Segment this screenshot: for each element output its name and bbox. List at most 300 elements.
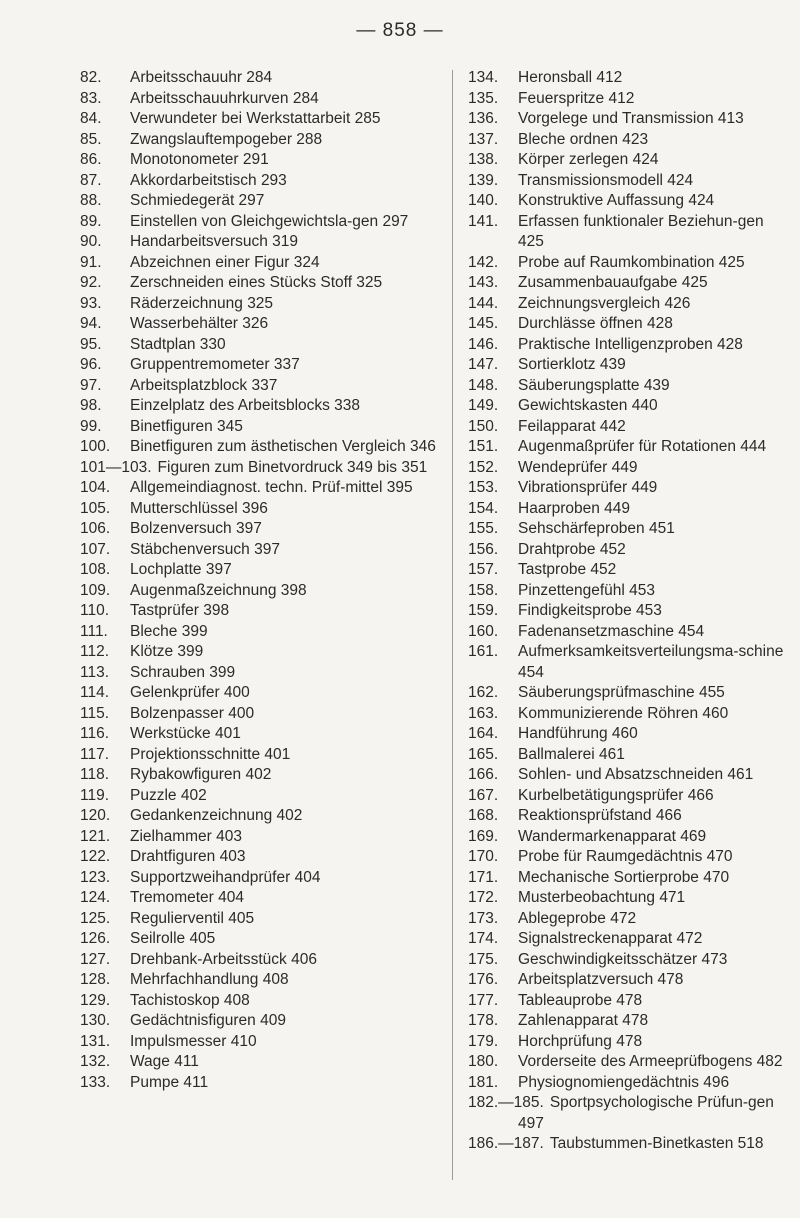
entry-number: 147. bbox=[468, 356, 499, 373]
entry-number: 142. bbox=[468, 253, 499, 271]
entry-text: Abzeichnen einer Figur 324 bbox=[130, 253, 320, 271]
entry-number: 151. bbox=[468, 438, 499, 455]
entry-number: 153. bbox=[468, 479, 499, 496]
entry-number: 115. bbox=[80, 704, 110, 722]
entry-text: Drehbank-Arbeitsstück 406 bbox=[130, 950, 317, 968]
entry-text: Körper zerlegen 424 bbox=[518, 151, 659, 168]
entry-number: 175. bbox=[468, 950, 499, 968]
entry-number: 163. bbox=[468, 704, 499, 722]
entry-number: 176. bbox=[468, 971, 499, 988]
list-item bbox=[468, 888, 788, 909]
entry-text: Werkstücke 401 bbox=[130, 725, 241, 742]
list-item bbox=[80, 909, 440, 930]
list-item bbox=[468, 109, 788, 130]
entry-text: Findigkeitsprobe 453 bbox=[518, 602, 662, 619]
entry-text: Probe für Raumgedächtnis 470 bbox=[518, 848, 733, 865]
list-item bbox=[468, 1052, 788, 1073]
entry-number: 123. bbox=[80, 868, 111, 886]
entry-text: Zusammenbauaufgabe 425 bbox=[518, 274, 708, 291]
entry-text: Einzelplatz des Arbeitsblocks 338 bbox=[130, 397, 361, 414]
entry-number: 174. bbox=[468, 930, 499, 947]
entry-number: 108. bbox=[80, 561, 111, 578]
entry-text: Zeichnungsvergleich 426 bbox=[518, 294, 691, 312]
entry-number: 137. bbox=[468, 130, 499, 148]
entry-number: 140. bbox=[468, 192, 499, 209]
entry-number: 132. bbox=[80, 1053, 111, 1070]
list-item bbox=[468, 294, 788, 315]
entry-number: 171. bbox=[468, 868, 499, 886]
entry-text: Verwundeter bei Werkstattarbeit 285 bbox=[130, 110, 381, 127]
list-item bbox=[468, 519, 788, 540]
list-item bbox=[80, 191, 440, 212]
entry-number: 84. bbox=[80, 110, 102, 127]
entry-text: Probe auf Raumkombination 425 bbox=[518, 253, 745, 271]
list-item bbox=[468, 704, 788, 725]
entry-number: 167. bbox=[468, 786, 499, 804]
entry-number: 148. bbox=[468, 376, 499, 394]
list-item bbox=[80, 622, 440, 643]
entry-text: Drahtprobe 452 bbox=[518, 540, 626, 558]
entry-number: 110. bbox=[80, 602, 110, 619]
entry-text: Gelenkprüfer 400 bbox=[130, 684, 250, 701]
entry-text: Musterbeobachtung 471 bbox=[518, 889, 686, 906]
list-item bbox=[468, 581, 788, 602]
entry-number: 135. bbox=[468, 89, 499, 107]
list-item bbox=[468, 417, 788, 438]
list-item bbox=[468, 868, 788, 889]
list-item bbox=[80, 950, 440, 971]
list-item bbox=[468, 253, 788, 274]
entry-text: Projektionsschnitte 401 bbox=[130, 745, 291, 763]
list-item bbox=[80, 376, 440, 397]
column-divider bbox=[452, 70, 453, 1180]
entry-text: Arbeitsplatzblock 337 bbox=[130, 376, 278, 394]
entry-text: Vorderseite des Armeeprüfbogens 482 bbox=[518, 1053, 783, 1070]
list-item bbox=[80, 355, 440, 376]
entry-text: Mechanische Sortierprobe 470 bbox=[518, 868, 730, 886]
entry-text: Tachistoskop 408 bbox=[130, 991, 250, 1009]
list-item bbox=[468, 765, 788, 786]
entry-number: 101—103. bbox=[80, 458, 152, 476]
entry-text: Horchprüfung 478 bbox=[518, 1032, 643, 1050]
list-item bbox=[80, 991, 440, 1012]
list-item bbox=[80, 437, 440, 458]
entry-number: 94. bbox=[80, 315, 102, 332]
entry-text: Bleche 399 bbox=[130, 622, 208, 640]
list-item bbox=[468, 130, 788, 151]
entry-number: 180. bbox=[468, 1053, 499, 1070]
list-item bbox=[80, 745, 440, 766]
entry-number: 93. bbox=[80, 294, 102, 312]
entry-number: 119. bbox=[80, 786, 110, 804]
list-item bbox=[80, 1073, 440, 1094]
entry-text: Puzzle 402 bbox=[130, 786, 207, 804]
list-item bbox=[80, 704, 440, 725]
entry-text: Sohlen- und Absatzschneiden 461 bbox=[518, 766, 754, 783]
entry-text: Kurbelbetätigungsprüfer 466 bbox=[518, 786, 714, 804]
list-item bbox=[468, 335, 788, 356]
entry-number: 117. bbox=[80, 745, 110, 763]
entry-number: 168. bbox=[468, 807, 499, 824]
entry-number: 89. bbox=[80, 212, 102, 230]
entry-number: 97. bbox=[80, 376, 102, 394]
entry-number: 127. bbox=[80, 950, 111, 968]
list-item bbox=[80, 868, 440, 889]
entry-number: 150. bbox=[468, 417, 499, 435]
list-item bbox=[80, 970, 440, 991]
entry-number: 129. bbox=[80, 991, 111, 1009]
entry-number: 113. bbox=[80, 663, 110, 681]
entry-number: 157. bbox=[468, 561, 499, 578]
list-item bbox=[80, 109, 440, 130]
entry-text: Physiognomiengedächtnis 496 bbox=[518, 1073, 730, 1091]
entry-number: 85. bbox=[80, 130, 102, 148]
entry-text: Tremometer 404 bbox=[130, 889, 244, 906]
entry-number: 88. bbox=[80, 192, 102, 209]
entry-text: Mehrfachhandlung 408 bbox=[130, 971, 289, 988]
list-item bbox=[80, 765, 440, 786]
list-item bbox=[80, 1032, 440, 1053]
entry-text: Sportpsychologische Prüfun-gen 497 bbox=[518, 1094, 774, 1132]
entry-text: Mutterschlüssel 396 bbox=[130, 499, 268, 517]
page-number: — 858 — bbox=[356, 20, 444, 41]
entry-text: Bleche ordnen 423 bbox=[518, 130, 649, 148]
entry-number: 104. bbox=[80, 479, 111, 496]
entry-number: 134. bbox=[468, 69, 499, 86]
list-item bbox=[468, 560, 788, 581]
entry-text: Säuberungsplatte 439 bbox=[518, 376, 670, 394]
list-item bbox=[80, 89, 440, 110]
list-item bbox=[468, 909, 788, 930]
entry-text: Bolzenversuch 397 bbox=[130, 520, 262, 537]
entry-text: Arbeitsplatzversuch 478 bbox=[518, 971, 684, 988]
entry-number: 87. bbox=[80, 171, 102, 189]
entry-number: 170. bbox=[468, 848, 499, 865]
entry-number: 86. bbox=[80, 151, 102, 168]
entry-text: Stadtplan 330 bbox=[130, 335, 226, 353]
entry-text: Wendeprüfer 449 bbox=[518, 458, 638, 476]
entry-number: 133. bbox=[80, 1073, 111, 1091]
list-item bbox=[468, 540, 788, 561]
entry-text: Monotonometer 291 bbox=[130, 151, 269, 168]
entry-number: 114. bbox=[80, 684, 110, 701]
entry-number: 156. bbox=[468, 540, 499, 558]
entry-text: Handarbeitsversuch 319 bbox=[130, 233, 299, 250]
entry-text: Kommunizierende Röhren 460 bbox=[518, 704, 729, 722]
list-item bbox=[80, 130, 440, 151]
entry-text: Feilapparat 442 bbox=[518, 417, 626, 435]
list-item bbox=[468, 437, 788, 458]
entry-text: Säuberungsprüfmaschine 455 bbox=[518, 684, 725, 701]
entry-number: 107. bbox=[80, 540, 111, 558]
entry-text: Geschwindigkeitsschätzer 473 bbox=[518, 950, 728, 968]
list-item bbox=[468, 1011, 788, 1032]
list-item bbox=[80, 273, 440, 294]
entry-text: Lochplatte 397 bbox=[130, 561, 232, 578]
entry-number: 155. bbox=[468, 520, 499, 537]
list-item bbox=[468, 745, 788, 766]
list-item bbox=[468, 150, 788, 171]
list-item bbox=[468, 827, 788, 848]
entry-number: 161. bbox=[468, 643, 499, 660]
entry-number: 116. bbox=[80, 725, 110, 742]
list-item bbox=[468, 1073, 788, 1094]
list-item bbox=[468, 171, 788, 192]
entry-number: 181. bbox=[468, 1073, 499, 1091]
entry-number: 90. bbox=[80, 233, 102, 250]
entry-text: Arbeitsschauuhrkurven 284 bbox=[130, 89, 319, 107]
entry-number: 146. bbox=[468, 335, 499, 353]
list-item bbox=[468, 1032, 788, 1053]
entry-text: Tastprobe 452 bbox=[518, 561, 617, 578]
entry-text: Zerschneiden eines Stücks Stoff 325 bbox=[130, 274, 383, 291]
entry-text: Bolzenpasser 400 bbox=[130, 704, 255, 722]
entry-number: 92. bbox=[80, 274, 102, 291]
list-item bbox=[80, 786, 440, 807]
list-item bbox=[80, 683, 440, 704]
entry-number: 99. bbox=[80, 417, 102, 435]
list-item bbox=[468, 212, 788, 253]
entry-text: Signalstreckenapparat 472 bbox=[518, 930, 703, 947]
list-item bbox=[80, 478, 440, 499]
entry-number: 154. bbox=[468, 499, 499, 517]
entry-number: 125. bbox=[80, 909, 111, 927]
list-item bbox=[80, 847, 440, 868]
entry-number: 169. bbox=[468, 827, 499, 845]
entry-number: 124. bbox=[80, 889, 111, 906]
entry-number: 173. bbox=[468, 909, 499, 927]
entry-text: Feuerspritze 412 bbox=[518, 89, 635, 107]
entry-text: Ballmalerei 461 bbox=[518, 745, 625, 763]
entry-text: Wandermarkenapparat 469 bbox=[518, 827, 707, 845]
entry-number: 82. bbox=[80, 69, 102, 86]
entry-number: 164. bbox=[468, 725, 499, 742]
entry-number: 112. bbox=[80, 643, 110, 660]
entry-text: Figuren zum Binetvordruck 349 bis 351 bbox=[157, 458, 428, 476]
entry-number: 122. bbox=[80, 848, 111, 865]
list-item bbox=[80, 663, 440, 684]
entry-number: 118. bbox=[80, 766, 110, 783]
list-item bbox=[468, 458, 788, 479]
list-item bbox=[80, 806, 440, 827]
list-item bbox=[80, 1011, 440, 1032]
entry-number: 128. bbox=[80, 971, 111, 988]
entry-text: Sortierklotz 439 bbox=[518, 356, 626, 373]
entry-number: 158. bbox=[468, 581, 499, 599]
list-item bbox=[80, 171, 440, 192]
list-item bbox=[80, 314, 440, 335]
entry-number: 109. bbox=[80, 581, 111, 599]
entry-text: Erfassen funktionaler Beziehun-gen 425 bbox=[518, 212, 764, 250]
entry-number: 149. bbox=[468, 397, 499, 414]
entry-text: Aufmerksamkeitsverteilungsma-schine 454 bbox=[518, 643, 784, 681]
entry-text: Schmiedegerät 297 bbox=[130, 192, 265, 209]
entry-text: Augenmaßprüfer für Rotationen 444 bbox=[518, 438, 767, 455]
entry-text: Stäbchenversuch 397 bbox=[130, 540, 280, 558]
list-item bbox=[80, 294, 440, 315]
entry-text: Gedächtnisfiguren 409 bbox=[130, 1012, 286, 1029]
entry-number: 96. bbox=[80, 356, 102, 373]
entry-text: Räderzeichnung 325 bbox=[130, 294, 274, 312]
list-item bbox=[468, 499, 788, 520]
entry-number: 136. bbox=[468, 110, 499, 127]
entry-number: 179. bbox=[468, 1032, 499, 1050]
entry-text: Zwangslauftempogeber 288 bbox=[130, 130, 323, 148]
entry-text: Taubstummen-Binetkasten 518 bbox=[549, 1135, 764, 1152]
entry-text: Fadenansetzmaschine 454 bbox=[518, 622, 705, 640]
entry-text: Binetfiguren 345 bbox=[130, 417, 243, 435]
entry-text: Zielhammer 403 bbox=[130, 827, 242, 845]
entry-text: Akkordarbeitstisch 293 bbox=[130, 171, 287, 189]
entry-text: Supportzweihandprüfer 404 bbox=[130, 868, 321, 886]
entry-text: Haarproben 449 bbox=[518, 499, 631, 517]
entry-number: 95. bbox=[80, 335, 102, 353]
entry-text: Vibrationsprüfer 449 bbox=[518, 479, 658, 496]
list-item bbox=[468, 1134, 788, 1155]
entry-number: 105. bbox=[80, 499, 111, 517]
entry-number: 182.—185. bbox=[468, 1094, 544, 1111]
list-item bbox=[468, 601, 788, 622]
entry-number: 172. bbox=[468, 889, 499, 906]
entry-text: Gruppentremometer 337 bbox=[130, 356, 300, 373]
entry-number: 177. bbox=[468, 991, 499, 1009]
entry-number: 166. bbox=[468, 766, 499, 783]
list-item bbox=[80, 253, 440, 274]
entry-text: Durchlässe öffnen 428 bbox=[518, 315, 673, 332]
entry-text: Konstruktive Auffassung 424 bbox=[518, 192, 715, 209]
entry-text: Heronsball 412 bbox=[518, 69, 623, 86]
list-item bbox=[80, 68, 440, 89]
entry-number: 120. bbox=[80, 807, 111, 824]
entry-number: 91. bbox=[80, 253, 102, 271]
entry-number: 138. bbox=[468, 151, 499, 168]
entry-number: 178. bbox=[468, 1012, 499, 1029]
entry-text: Seilrolle 405 bbox=[130, 930, 216, 947]
list-item bbox=[80, 724, 440, 745]
entry-text: Wasserbehälter 326 bbox=[130, 315, 269, 332]
list-item bbox=[468, 929, 788, 950]
entry-text: Sehschärfeproben 451 bbox=[518, 520, 675, 537]
entry-text: Praktische Intelligenzproben 428 bbox=[518, 335, 743, 353]
entry-text: Tableauprobe 478 bbox=[518, 991, 643, 1009]
list-item bbox=[80, 519, 440, 540]
entry-number: 98. bbox=[80, 397, 102, 414]
list-item bbox=[468, 622, 788, 643]
entry-number: 143. bbox=[468, 274, 499, 291]
entry-number: 106. bbox=[80, 520, 111, 537]
entry-text: Pinzettengefühl 453 bbox=[518, 581, 656, 599]
list-item bbox=[468, 478, 788, 499]
entry-text: Zahlenapparat 478 bbox=[518, 1012, 649, 1029]
list-item bbox=[80, 929, 440, 950]
entry-number: 145. bbox=[468, 315, 499, 332]
entry-text: Tastprüfer 398 bbox=[130, 602, 230, 619]
list-item bbox=[468, 806, 788, 827]
entry-number: 162. bbox=[468, 684, 499, 701]
list-item bbox=[468, 724, 788, 745]
entry-text: Drahtfiguren 403 bbox=[130, 848, 246, 865]
list-item bbox=[80, 601, 440, 622]
list-item bbox=[80, 335, 440, 356]
list-item bbox=[80, 232, 440, 253]
entry-number: 100. bbox=[80, 438, 111, 455]
entry-number: 139. bbox=[468, 171, 499, 189]
list-item bbox=[468, 273, 788, 294]
entry-number: 126. bbox=[80, 930, 111, 947]
list-item bbox=[80, 560, 440, 581]
entry-number: 130. bbox=[80, 1012, 111, 1029]
list-item bbox=[468, 991, 788, 1012]
list-item bbox=[468, 89, 788, 110]
entry-number: 111. bbox=[80, 622, 108, 640]
entry-text: Rybakowfiguren 402 bbox=[130, 766, 272, 783]
left-column bbox=[80, 68, 440, 1093]
list-item bbox=[468, 683, 788, 704]
entry-text: Transmissionsmodell 424 bbox=[518, 171, 694, 189]
list-item bbox=[468, 970, 788, 991]
list-item bbox=[468, 786, 788, 807]
list-item bbox=[468, 950, 788, 971]
entry-text: Klötze 399 bbox=[130, 643, 204, 660]
entry-text: Arbeitsschauuhr 284 bbox=[130, 69, 273, 86]
list-item bbox=[80, 458, 440, 479]
list-item bbox=[468, 376, 788, 397]
entry-number: 141. bbox=[468, 212, 499, 230]
list-item bbox=[80, 581, 440, 602]
entry-number: 83. bbox=[80, 89, 102, 107]
entry-number: 144. bbox=[468, 294, 499, 312]
entry-text: Einstellen von Gleichgewichtsla-gen 297 bbox=[130, 212, 409, 230]
entry-number: 152. bbox=[468, 458, 499, 476]
entry-text: Reaktionsprüfstand 466 bbox=[518, 807, 682, 824]
list-item bbox=[468, 314, 788, 335]
entry-text: Vorgelege und Transmission 413 bbox=[518, 110, 744, 127]
entry-text: Gewichtskasten 440 bbox=[518, 397, 658, 414]
list-item bbox=[80, 827, 440, 848]
entry-text: Augenmaßzeichnung 398 bbox=[130, 581, 307, 599]
list-item bbox=[80, 150, 440, 171]
entry-number: 165. bbox=[468, 745, 499, 763]
entry-number: 160. bbox=[468, 622, 499, 640]
list-item bbox=[468, 191, 788, 212]
entry-text: Schrauben 399 bbox=[130, 663, 236, 681]
list-item bbox=[80, 417, 440, 438]
list-item bbox=[468, 396, 788, 417]
entry-text: Binetfiguren zum ästhetischen Vergleich 346 bbox=[130, 438, 436, 455]
entry-number: 131. bbox=[80, 1032, 111, 1050]
right-column bbox=[468, 68, 788, 1155]
entry-text: Allgemeindiagnost. techn. Prüf-mittel 395 bbox=[130, 479, 413, 496]
list-item bbox=[80, 212, 440, 233]
list-item bbox=[80, 1052, 440, 1073]
list-item bbox=[80, 888, 440, 909]
entry-text: Ablegeprobe 472 bbox=[518, 909, 637, 927]
entry-text: Impulsmesser 410 bbox=[130, 1032, 257, 1050]
entry-text: Regulierventil 405 bbox=[130, 909, 255, 927]
list-item bbox=[468, 1093, 788, 1134]
entry-text: Handführung 460 bbox=[518, 725, 638, 742]
list-item bbox=[80, 540, 440, 561]
entry-number: 159. bbox=[468, 602, 499, 619]
entry-text: Pumpe 411 bbox=[130, 1073, 209, 1091]
list-item bbox=[80, 396, 440, 417]
entry-number: 121. bbox=[80, 827, 111, 845]
list-item bbox=[468, 68, 788, 89]
list-item bbox=[80, 642, 440, 663]
entry-text: Wage 411 bbox=[130, 1053, 199, 1070]
entry-number: 186.—187. bbox=[468, 1135, 544, 1152]
list-item bbox=[468, 355, 788, 376]
